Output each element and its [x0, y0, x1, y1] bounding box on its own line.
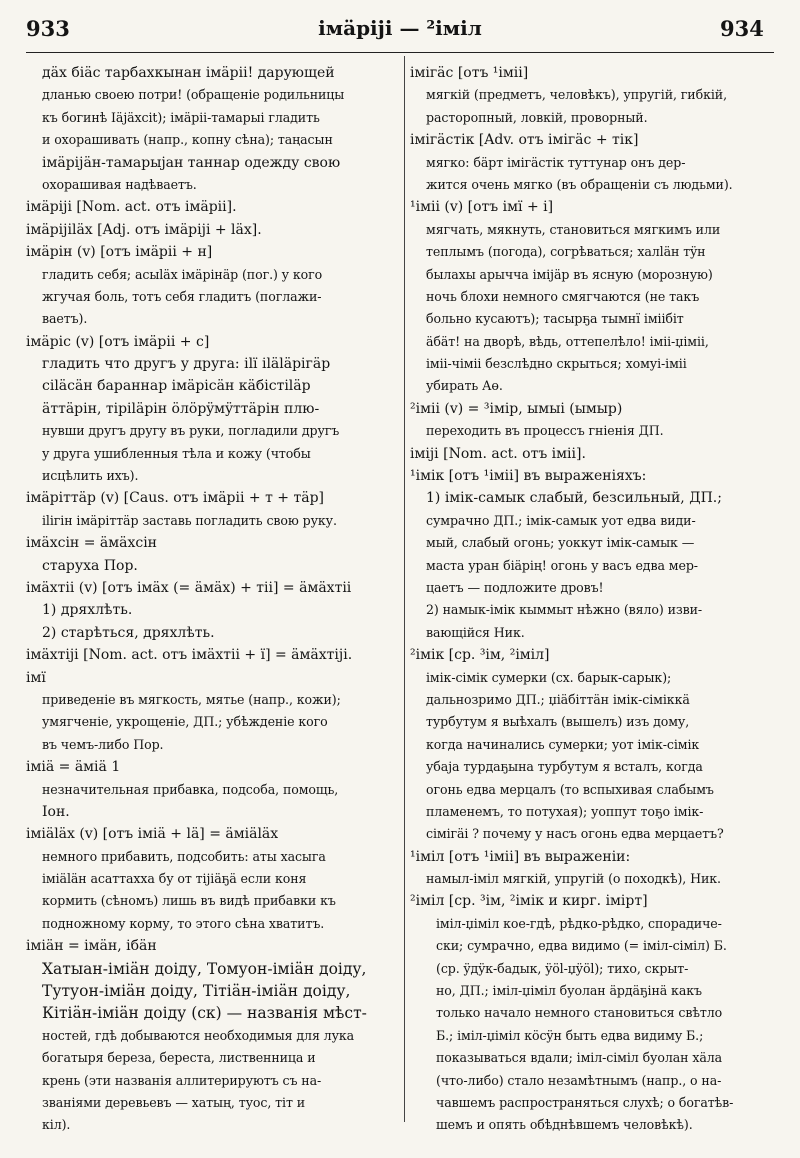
definition-line: мягчать, мякнуть, становиться мягкимъ или — [426, 221, 721, 237]
definition-line: Б.; імiл-џімiл кöсÿн быть едва видиму Б.; — [436, 1027, 704, 1043]
definition-line: äбäт! на дворѣ, вѣдь, оттепелѣло! імii-џімii, — [426, 333, 709, 349]
definition-line: званіями деревьевъ — хатың, туос, тiт и — [42, 1094, 306, 1110]
definition-line: старуха Пор. — [42, 557, 138, 574]
left-column — [26, 62, 398, 1137]
definition-line: расторопный, ловкій, проворный. — [426, 109, 648, 125]
definition-line: огонь едва мерцалъ (то вспыхивая слабымъ — [426, 781, 714, 797]
entry-headword-line: імiäн = імäн, ібäн — [26, 938, 157, 955]
entry-headword-line: імäхсін = äмäхсін — [26, 535, 158, 552]
entry-headword-line: імï — [26, 669, 46, 686]
definition-line: 1) дряхлѣть. — [42, 602, 133, 619]
definition-line: былахы арычча імiјäр въ ясную (морозную) — [426, 266, 713, 282]
entry-headword-line: імäрiji̇läх [Adj. отъ імäрiji + läх]. — [26, 221, 262, 238]
definition-line: кормить (сѣномъ) лишь въ видѣ прибавки къ — [42, 893, 336, 909]
definition-line: переходить въ процессъ гніенія ДП. — [426, 423, 664, 439]
definition-line: дӓх біäс тарбахкынан імäрii! дарующей — [42, 65, 335, 81]
definition-line: імäрijäн-тамарыjан таннар одежду свою — [42, 154, 341, 171]
definition-line: но, ДП.; імiл-џімiл буолан äрдäҕiнä какъ — [436, 983, 702, 999]
entry-headword-line: ¹імii (v) [отъ імï + i] — [410, 199, 554, 216]
definition-line: дальнозримо ДП.; џiäбiттäн імiк-сімiккä — [426, 691, 690, 707]
running-head: імäрiji — ²імiл — [318, 16, 482, 40]
definition-line: незначительная прибавка, подсоба, помощь, — [42, 781, 339, 797]
page-number-right: 934 — [720, 16, 764, 41]
definition-line: богатыря береза, береста, лиственница и — [42, 1050, 316, 1066]
definition-line: жится очень мягко (въ обращеніи съ людьми). — [426, 176, 733, 192]
definition-line: намыл-імiл мягкій, упругій (о походкѣ), Ник. — [426, 871, 721, 887]
definition-line: и охорашивать (напр., копну сѣна); тaңасын — [42, 132, 333, 148]
definition-line: Іон. — [42, 803, 70, 820]
entry-headword-line: імiji [Nom. act. отъ імii]. — [410, 445, 586, 462]
definition-line: приведеніе въ мягкость, мятье (напр., кожи); — [42, 691, 341, 707]
definition-line: исцѣлить ихъ). — [42, 468, 139, 484]
definition-line: показываться вдали; імiл-сімiл буолан хäла — [436, 1050, 723, 1066]
definition-line: сiläсäн бараннар імäрiсäн кäбiстiläр — [42, 378, 311, 395]
entry-headword-line: ¹імiл [отъ ¹імii] въ выраженіи: — [410, 848, 631, 865]
definition-line: ностей, гдѣ добываются необходимыя для лука — [42, 1027, 355, 1043]
definition-line: (что-либо) стало незамѣтнымъ (напр., о на- — [436, 1072, 722, 1088]
definition-line: вающійся Ник. — [426, 624, 525, 640]
definition-line: мягкій (предметъ, человѣкъ), упругій, гибкій, — [426, 87, 727, 103]
entry-headword-line: ¹імiк [отъ ¹імii] въ выраженіяхъ: — [410, 468, 647, 485]
entry-headword-line: імäрiс (v) [отъ імäрii + с] — [26, 333, 210, 350]
entry-headword-line: імäхтii (v) [отъ імäх (= äмäх) + тii] = äмäхтii — [26, 579, 352, 596]
definition-line: охорашивая надѣваетъ. — [42, 176, 197, 192]
definition-line: сімiгäi ? почему у насъ огонь едва мерцаетъ? — [426, 826, 724, 842]
definition-line: дланью своею потри! (обращеніе родильницы — [42, 87, 345, 103]
entry-headword-line: імiäläх (v) [отъ імiä + lä] = äмiäläх — [26, 826, 279, 843]
page-number-left: 933 — [26, 16, 70, 41]
definition-line: ски; сумрачно, едва видимо (= імiл-сімiл) Б. — [436, 938, 727, 954]
definition-line: жгучая боль, тотъ себя гладитъ (поглажи- — [42, 288, 322, 304]
definition-line: кiл). — [42, 1117, 71, 1133]
definition-line: Хатыан-імiäн доіду, Томуон-імiäн доіду, — [42, 959, 367, 978]
definition-line: імiк-сімiк сумерки (сх. барык-сарык); — [426, 669, 672, 685]
definition-line: нувши другъ другу въ руки, погладили другъ — [42, 423, 340, 439]
definition-line: пламенемъ, то потухая); уоппут тоҕо імiк- — [426, 803, 704, 819]
definition-line: 1) імiк-самык слабый, безсильный, ДП.; — [426, 490, 722, 507]
definition-line: когда начинались сумерки; уот імiк-сімiк — [426, 736, 700, 752]
definition-line: Тутуон-імiäн доіду, Тiтiäн-імiäн доіду, — [42, 982, 351, 1001]
definition-line: къ богинѣ Іäjäхсit); імäрii-тамарыі гладить — [42, 109, 320, 125]
definition-line: теплымъ (погода), согрѣваться; халläн тÿн — [426, 244, 706, 260]
header-rule — [26, 52, 774, 53]
definition-line: чавшемъ распространяться слухѣ; о богатѣв- — [436, 1094, 734, 1110]
definition-line: гладить что другъ у друга: ilï іläläрiгäр — [42, 356, 331, 373]
definition-line: Кітiäн-імiäн доіду (ск) — названія мѣст- — [42, 1004, 367, 1023]
definition-line: крень (эти названія аллитерируютъ съ на- — [42, 1072, 322, 1088]
entry-headword-line: імiгäстiк [Adv. отъ імiгäс + тiк] — [410, 132, 639, 149]
entry-headword-line: імäрiji [Nom. act. отъ імäрii]. — [26, 199, 237, 216]
definition-line: цаетъ — подложите дровъ! — [426, 579, 604, 595]
definition-line: гладить себя; асыläх імäрiнäр (пог.) у кого — [42, 266, 323, 282]
definition-line: маста уран біäрiң! огонь у васъ едва мер- — [426, 557, 698, 573]
definition-line: 2) старѣться, дряхлѣть. — [42, 624, 215, 641]
definition-line: шемъ и опять обѣднѣвшемъ человѣкѣ). — [436, 1117, 693, 1133]
entry-headword-line: ²імiл [ср. ³ім, ²імiк и кирг. імiрт] — [410, 893, 648, 910]
definition-line: імiäläн асаттахха бу от тijiäҕä если коня — [42, 871, 307, 887]
definition-line: подножному корму, то этого сѣна хватитъ. — [42, 915, 325, 931]
definition-line: сумрачно ДП.; імiк-самык уот едва види- — [426, 512, 696, 528]
definition-line: мягко: бäрт імiгäстiк туттунар онъ дер- — [426, 154, 686, 170]
definition-line: ilігiн імäрiттäр заставь погладить свою руку. — [42, 512, 337, 528]
definition-line: больно кусаютъ); тасырҕа тымнï імiібiт — [426, 311, 684, 327]
definition-line: мый, слабый огонь; уоккут імiк-самык — — [426, 535, 695, 551]
definition-line: 2) намык-імiк кыммыт нѣжно (вяло) изви- — [426, 602, 703, 618]
definition-line: äттäрiн, тiрiläрiн öлöрÿмÿттäрiн плю- — [42, 400, 320, 417]
right-column — [410, 62, 776, 1137]
definition-line: убаја турдаҕына турбутум я всталъ, когда — [426, 759, 703, 775]
definition-line: (ср. ÿдÿк-бадык, ÿöl-џÿöl); тихо, скрыт- — [436, 960, 689, 976]
entry-headword-line: імiä = äмiä 1 — [26, 759, 121, 776]
definition-line: убирать Аө. — [426, 378, 503, 394]
entry-headword-line: імäрiттäр (v) [Caus. отъ імäрii + т + тäр] — [26, 490, 324, 507]
definition-line: только начало немного становиться свѣтло — [436, 1005, 723, 1021]
entry-headword-line: ²імii (v) = ³імiр, ымыі (ымыр) — [410, 400, 623, 417]
entry-headword-line: імäхтiji [Nom. act. отъ імäхтii + ï] = äмäхтiji. — [26, 647, 353, 664]
definition-line: у друга ушибленныя тѣла и кожу (чтобы — [42, 445, 311, 461]
definition-line: імii-чімii безслѣдно скрыться; хомуі-імii — [426, 356, 687, 372]
column-divider — [404, 56, 405, 1122]
definition-line: імiл-џімiл кое-гдѣ, рѣдко-рѣдко, спорадиче- — [436, 915, 722, 931]
definition-line: умягченіе, укрощеніе, ДП.; убѣжденіе кого — [42, 714, 328, 730]
definition-line: турбутум я выѣхалъ (вышелъ) изъ дому, — [426, 714, 690, 730]
entry-headword-line: ²імiк [ср. ³ім, ²імiл] — [410, 647, 550, 664]
definition-line: въ чемъ-либо Пор. — [42, 736, 164, 752]
entry-headword-line: імiгäс [отъ ¹імii] — [410, 65, 529, 81]
entry-headword-line: імäрiн (v) [отъ імäрii + н] — [26, 244, 213, 261]
definition-line: ночь блохи немного смягчаются (не такъ — [426, 288, 700, 304]
definition-line: ваетъ). — [42, 311, 88, 327]
definition-line: немного прибавить, подсобить: аты хасыга — [42, 848, 326, 864]
